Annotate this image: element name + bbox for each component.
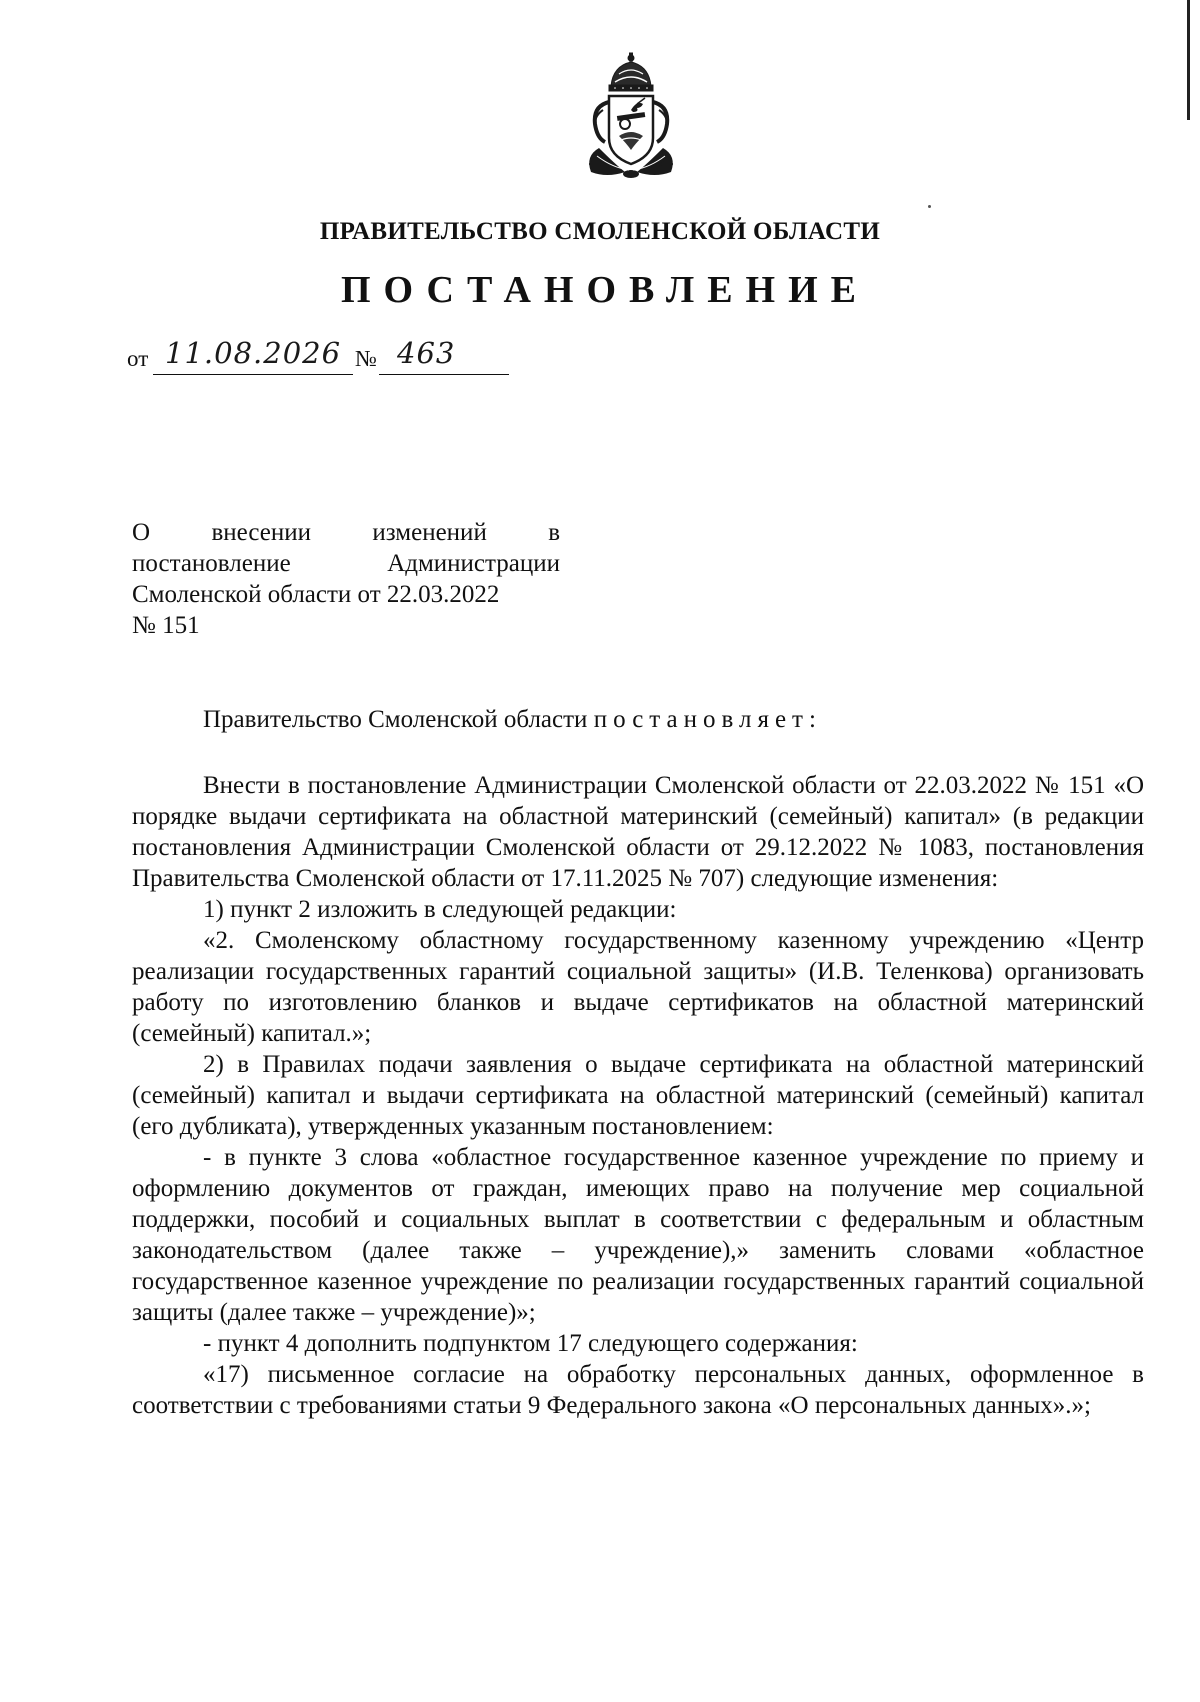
body-paragraph: 2) в Правилах подачи заявления о выдаче сертификата на областной материнский (семейный) капитал и выдачи сертификата на областной материнский (семейный) капитал (его дубликата), утвержденных указанным постановлением: xyxy=(132,1051,1144,1140)
subject-line-4: № 151 xyxy=(132,612,200,639)
body-paragraph: «17) письменное согласие на обработку персональных данных, оформленное в соответствии с требованиями статьи 9 Федерального закона «О персональных данных».»; xyxy=(132,1361,1144,1419)
subject-word: Администрации xyxy=(387,550,560,577)
document-body xyxy=(132,770,1144,1421)
subject-line-3: Смоленской области от 22.03.2022 xyxy=(132,581,500,608)
number-prefix: № xyxy=(355,346,377,371)
enacting-clause-verb: постановляет: xyxy=(593,706,822,733)
body-paragraph: - пункт 4 дополнить подпунктом 17 следующего содержания: xyxy=(203,1330,858,1357)
body-paragraph: 1) пункт 2 изложить в следующей редакции: xyxy=(203,896,677,923)
enacting-clause-text: Правительство Смоленской области xyxy=(203,706,594,733)
body-paragraph: «2. Смоленскому областному государственному казенному учреждению «Центр реализации государственных гарантий социальной защиты» (И.В. Теленкова) организовать работу по изготовлению бланков и выдаче сертификатов на областной материнский (семейный) капитал.»; xyxy=(132,927,1144,1047)
subject-word: О xyxy=(132,519,151,546)
government-name: ПРАВИТЕЛЬСТВО СМОЛЕНСКОЙ ОБЛАСТИ xyxy=(319,218,881,245)
handwritten-number: 463 xyxy=(397,336,456,370)
date-prefix: от xyxy=(127,346,149,371)
number-underline xyxy=(379,374,509,375)
date-underline xyxy=(153,374,353,375)
body-paragraph: Внести в постановление Администрации Смоленской области от 22.03.2022 № 151 «О порядке выдачи сертификата на областной материнский (семейный) капитал» (в редакции постановления Администрации Смоленской области от 29.12.2022 № 1083, постановления Правительства Смоленской области от 17.11.2025 № 707) следующие изменения: xyxy=(132,772,1144,892)
smolensk-region-coat-of-arms-icon xyxy=(575,52,687,184)
handwritten-date: 11.08.2026 xyxy=(165,336,342,370)
subject-line-1 xyxy=(132,517,560,548)
subject-word: постановление xyxy=(132,550,291,577)
body-paragraph: - в пункте 3 слова «областное государственное казенное учреждение по приему и оформлению документов от граждан, имеющих право на получение мер социальной поддержки, пособий и социальных выплат в соответствии с федеральным и областным законодательством (далее также – учреждение),» заменить словами «областное государственное казенное учреждение по реализации государственных гарантий социальной защиты (далее также – учреждение)»; xyxy=(132,1144,1144,1326)
subject-word: в xyxy=(548,519,561,546)
document-subject xyxy=(132,517,560,641)
scan-edge-mark xyxy=(1187,0,1190,120)
subject-line-2 xyxy=(132,548,560,579)
subject-word: внесении xyxy=(211,519,311,546)
subject-word: изменений xyxy=(372,519,487,546)
document-type-title: ПОСТАНОВЛЕНИЕ xyxy=(340,269,870,311)
enacting-clause xyxy=(203,706,822,734)
scan-speck xyxy=(928,205,931,208)
